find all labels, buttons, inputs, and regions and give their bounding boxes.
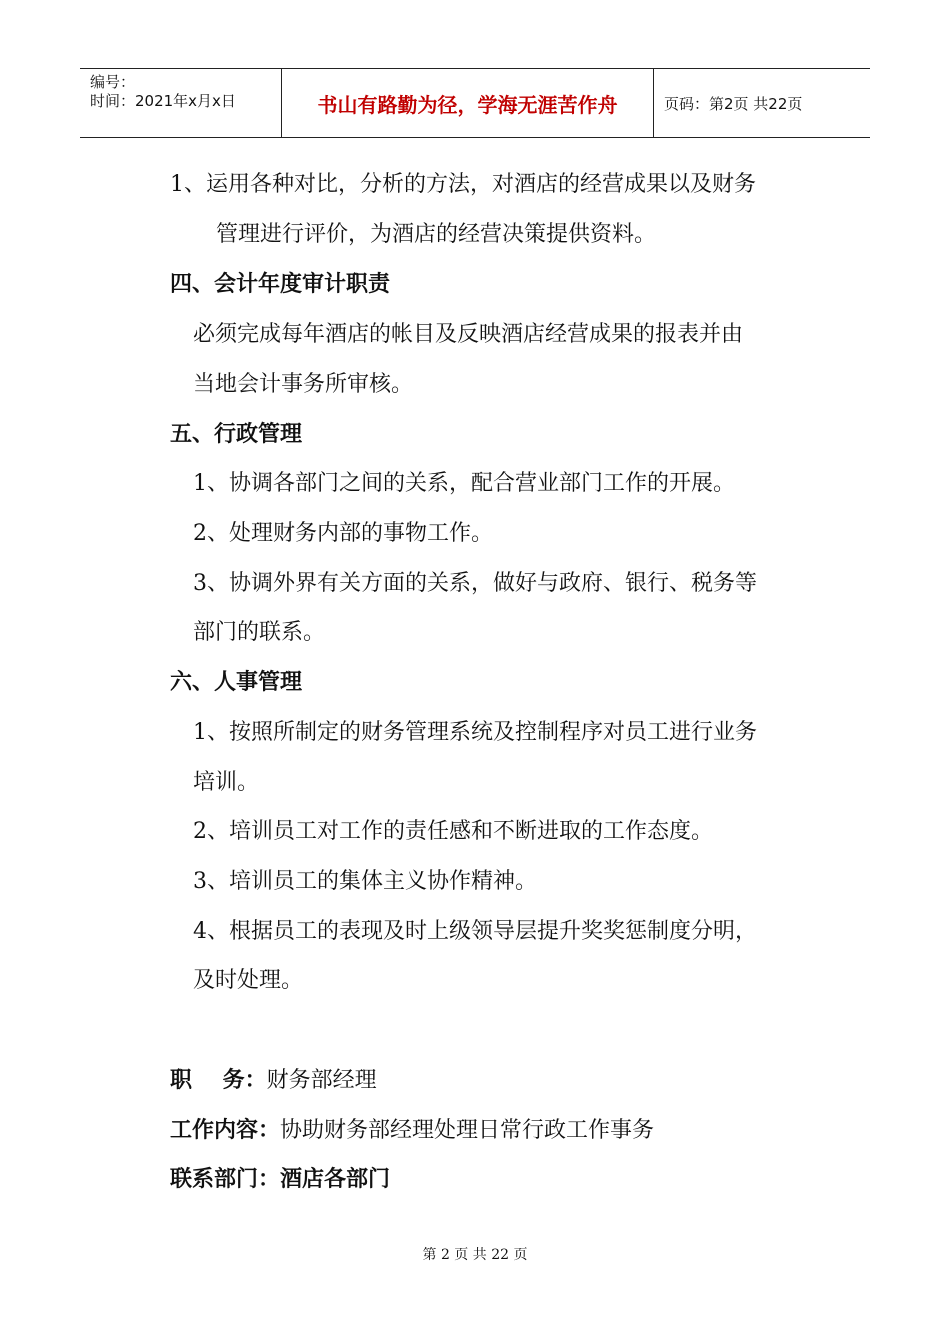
section6-heading: 六、人事管理 xyxy=(170,670,303,695)
job-dept-value: 酒店各部门 xyxy=(280,1167,391,1192)
job-dept-row xyxy=(170,1165,390,1195)
job-dept-label: 联系部门： xyxy=(170,1167,281,1192)
item1-line2: 管理进行评价，为酒店的经营决策提供资料。 xyxy=(216,222,657,247)
job-content-row xyxy=(170,1116,654,1146)
job-title-value: 财务部经理 xyxy=(266,1068,377,1093)
page-footer: 第 2 页 共 22 页 xyxy=(422,1247,528,1263)
s6-item3: 3、培训员工的集体主义协作精神。 xyxy=(193,869,537,894)
s6-item4-line2: 及时处理。 xyxy=(193,968,304,993)
s6-item1-line2: 培训。 xyxy=(193,770,260,795)
s6-item4-line1: 4、根据员工的表现及时上级领导层提升奖奖惩制度分明， xyxy=(193,919,757,944)
section5-heading: 五、行政管理 xyxy=(170,422,303,447)
s6-item2: 2、培训员工对工作的责任感和不断进取的工作态度。 xyxy=(193,819,713,844)
item1-line1: 1、运用各种对比，分析的方法，对酒店的经营成果以及财务 xyxy=(170,172,756,197)
s5-item3-line1: 3、协调外界有关方面的关系，做好与政府、银行、税务等 xyxy=(193,571,757,596)
document-number-label: 编号： xyxy=(90,73,136,91)
s5-item2: 2、处理财务内部的事物工作。 xyxy=(193,521,493,546)
header-motto: 书山有路勤为径，学海无涯苦作舟 xyxy=(282,69,654,137)
section4-line1: 必须完成每年酒店的帐目及反映酒店经营成果的报表并由 xyxy=(193,322,744,347)
document-date: 时间：2021年x月x日 xyxy=(90,92,236,110)
section4-heading: 四、会计年度审计职责 xyxy=(170,272,391,297)
job-content-value: 协助财务部经理处理日常行政工作事务 xyxy=(280,1118,655,1143)
job-content-label: 工作内容： xyxy=(170,1118,281,1143)
s5-item3-line2: 部门的联系。 xyxy=(193,620,326,645)
header-left-cell xyxy=(80,69,282,137)
job-title-label: 职 务： xyxy=(170,1068,267,1093)
page-header xyxy=(80,68,870,138)
s5-item1: 1、协调各部门之间的关系，配合营业部门工作的开展。 xyxy=(193,471,735,496)
section4-line2: 当地会计事务所审核。 xyxy=(193,372,414,397)
s6-item1-line1: 1、按照所制定的财务管理系统及控制程序对员工进行业务 xyxy=(193,720,757,745)
header-page-info: 页码：第2页 共22页 xyxy=(664,94,803,113)
job-title-row xyxy=(170,1066,377,1096)
